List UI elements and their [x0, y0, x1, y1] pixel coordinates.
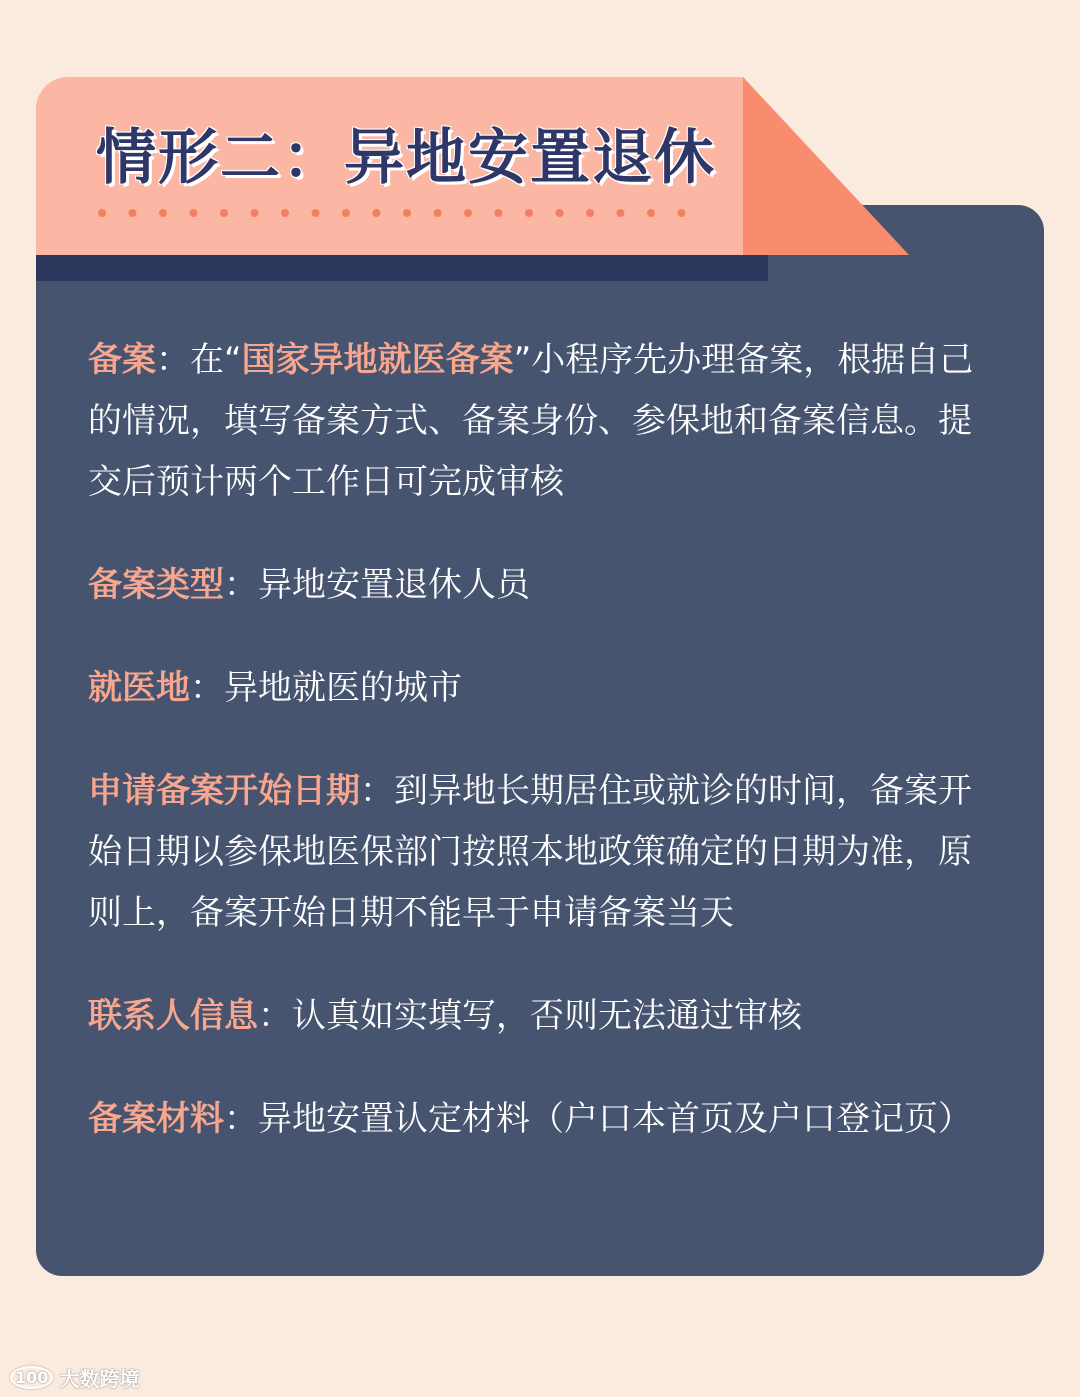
- list-item-filing: [88, 330, 1004, 513]
- banner-fold: [743, 77, 909, 255]
- watermark-logo-icon: 100: [10, 1366, 53, 1389]
- item-label: 就医地: [88, 668, 190, 708]
- list-item-start-date: [88, 761, 1004, 944]
- mini-program-name: 国家异地就医备案: [241, 340, 514, 380]
- divider-dot: [159, 209, 167, 217]
- list-item-filing-type: [88, 555, 1004, 616]
- divider-dot: [129, 209, 137, 217]
- divider-dot: [342, 209, 350, 217]
- item-text: 异地安置退休人员: [258, 565, 530, 605]
- item-label: 联系人信息: [88, 996, 258, 1036]
- item-colon: ：: [156, 340, 190, 380]
- divider-dot: [251, 209, 259, 217]
- watermark-text: 大数跨境: [59, 1366, 140, 1391]
- list-item-contact-info: [88, 986, 1004, 1047]
- divider-dot: [312, 209, 320, 217]
- item-colon: ：: [224, 565, 258, 605]
- divider-dot: [403, 209, 411, 217]
- item-text: 认真如实填写，否则无法通过审核: [292, 996, 802, 1036]
- item-text: 异地就医的城市: [224, 668, 462, 708]
- item-text: ”小程序先办理备案，根据自己的情况，填写备案方式、备案身份、参保地和备案信息。提交后预计两个工作日可完成审核: [88, 340, 974, 502]
- dotted-divider: [97, 208, 687, 218]
- list-item-materials: [88, 1089, 1004, 1150]
- info-list: [88, 330, 1004, 1192]
- divider-dot: [220, 209, 228, 217]
- item-colon: ：: [258, 996, 292, 1036]
- divider-dot: [373, 209, 381, 217]
- divider-dot: [556, 209, 564, 217]
- item-text: 到异地长期居住或就诊的时间，备案开始日期以参保地医保部门按照本地政策确定的日期为准，原则上，备案开始日期不能早于申请备案当天: [88, 771, 972, 933]
- item-label: 备案类型: [88, 565, 224, 605]
- item-label: 申请备案开始日期: [88, 771, 360, 811]
- divider-dot: [647, 209, 655, 217]
- item-text: 异地安置认定材料（户口本首页及户口登记页）: [258, 1099, 972, 1139]
- divider-dot: [586, 209, 594, 217]
- divider-dot: [464, 209, 472, 217]
- divider-dot: [678, 209, 686, 217]
- item-label: 备案: [88, 340, 156, 380]
- divider-dot: [190, 209, 198, 217]
- divider-dot: [495, 209, 503, 217]
- banner-shadow: [36, 253, 768, 281]
- page-title: 情形二：异地安置退休: [96, 123, 716, 193]
- item-label: 备案材料: [88, 1099, 224, 1139]
- watermark: [10, 1362, 139, 1392]
- divider-dot: [281, 209, 289, 217]
- item-colon: ：: [224, 1099, 258, 1139]
- divider-dot: [525, 209, 533, 217]
- item-colon: ：: [360, 771, 394, 811]
- item-text: 在“: [190, 340, 242, 380]
- item-colon: ：: [190, 668, 224, 708]
- divider-dot: [434, 209, 442, 217]
- divider-dot: [617, 209, 625, 217]
- divider-dot: [98, 209, 106, 217]
- list-item-medical-city: [88, 658, 1004, 719]
